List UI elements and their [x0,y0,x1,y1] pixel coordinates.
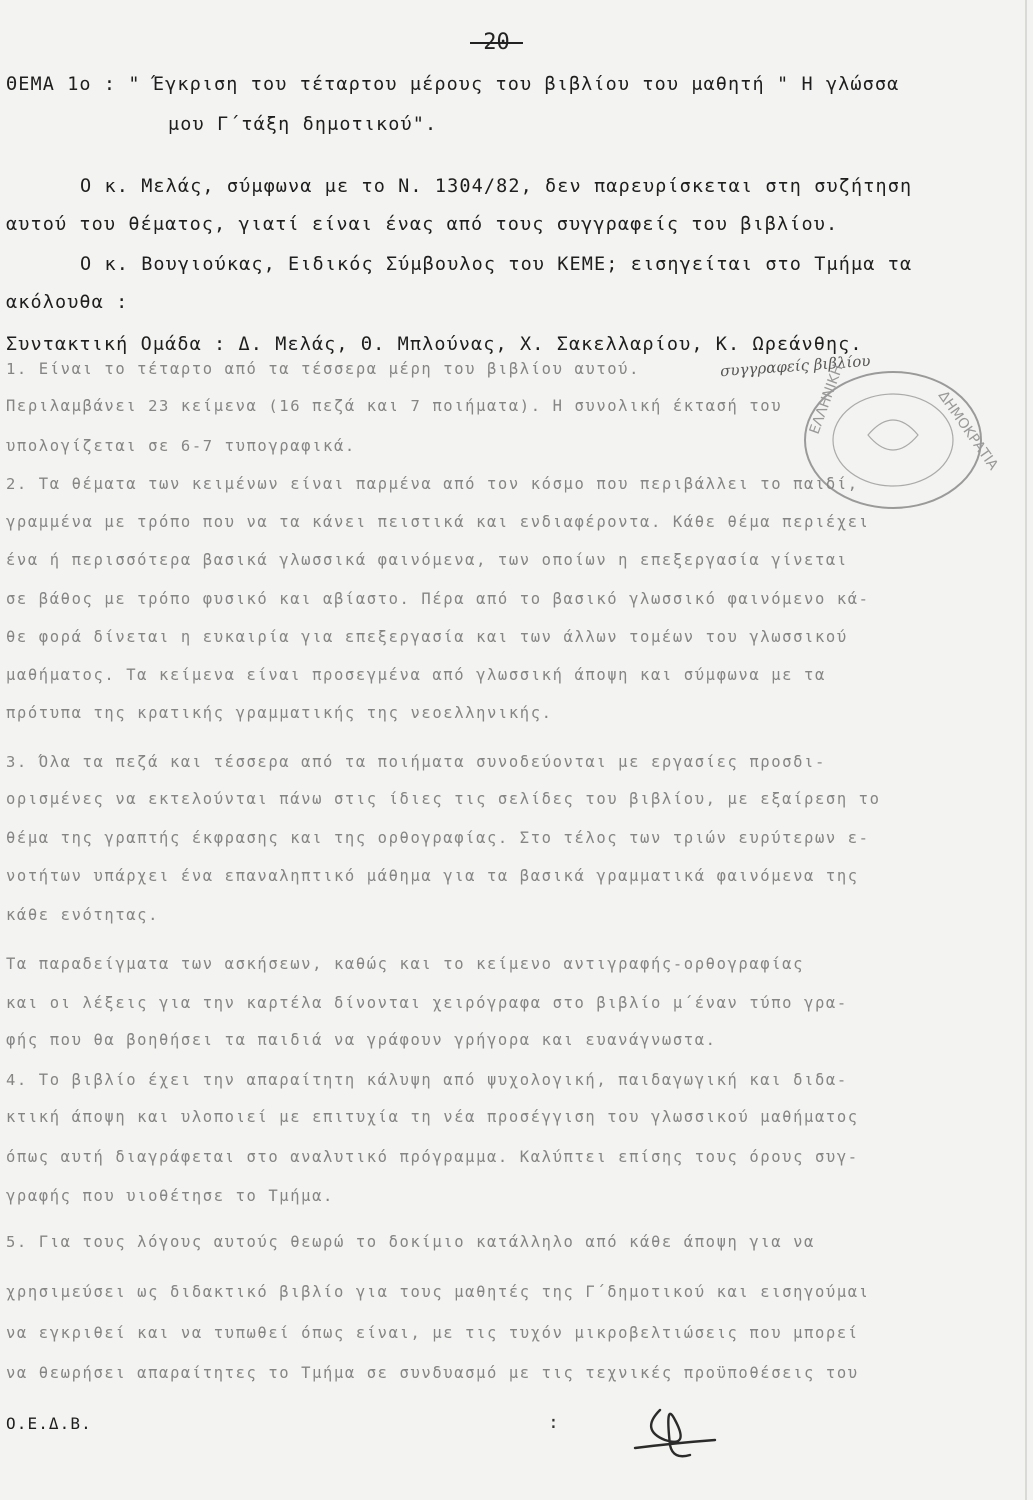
authoring-team-line: Συντακτική Ομάδα : Δ. Μελάς, Θ. Μπλούνας, Χ. Σακελλαρίου, Κ. Ωρεάνθης. [6,334,863,355]
body-line: πρότυπα της κρατικής γραμματικής της νεοελληνικής. [6,704,553,722]
body-line: 2. Τα θέματα των κειμένων είναι παρμένα από τον κόσμο που περιβάλλει το παιδί, [6,475,859,493]
body-line: σε βάθος με τρόπο φυσικό και αβίαστο. Πέρα από το βασικό γλωσσικό φαινόμενο κά- [6,590,870,608]
body-line: ορισμένες να εκτελούνται πάνω στις ίδιες τις σελίδες του βιβλίου, με εξαίρεση το [6,790,881,808]
body-line: γραφής που υιοθέτησε το Τμήμα. [6,1187,334,1205]
footer-colon: : [548,1412,559,1433]
body-line: να θεωρήσει απαραίτητες το Τμήμα σε συνδυασμό με τις τεχνικές προϋποθέσεις του [6,1364,859,1382]
topic-heading-line-2: μου Γ΄τάξη δημοτικού". [168,114,438,135]
topic-heading-line-1: ΘΕΜΑ 1ο : " Έγκριση του τέταρτου μέρους του βιβλίου του μαθητή " Η γλώσσα [6,74,900,95]
body-line: ένα ή περισσότερα βασικά γλωσσικά φαινόμενα, των οποίων η επεξεργασία γίνεται [6,551,848,569]
body-line: 4. Το βιβλίο έχει την απαραίτητη κάλυψη από ψυχολογική, παιδαγωγική και διδα- [6,1071,848,1089]
body-line: θε φορά δίνεται η ευκαιρία για επεξεργασία και των άλλων τομέων του γλωσσικού [6,628,848,646]
handwritten-signature [630,1400,720,1460]
footer-code: Ο.Ε.Δ.Β. [6,1414,92,1433]
body-line: να εγκριθεί και να τυπωθεί όπως είναι, με τις τυχόν μικροβελτιώσεις που μπορεί [6,1324,859,1342]
body-line: νοτήτων υπάρχει ένα επαναληπτικό μάθημα για τα βασικά γραμματικά φαινόμενα της [6,867,859,885]
body-line: θέμα της γραπτής έκφρασης και της ορθογραφίας. Στο τέλος των τριών ευρύτερων ε- [6,829,870,847]
body-line: όπως αυτή διαγράφεται στο αναλυτικό πρόγραμμα. Καλύπτει επίσης τους όρους συγ- [6,1148,859,1166]
body-line: υπολογίζεται σε 6-7 τυπογραφικά. [6,437,356,455]
body-line: 3. Όλα τα πεζά και τέσσερα από τα ποιήματα συνοδεύονται με εργασίες προσδι- [6,753,826,771]
body-line: Περιλαμβάνει 23 κείμενα (16 πεζά και 7 ποιήματα). Η συνολική έκτασή του [6,397,783,415]
intro-paragraph-1-line-1: Ο κ. Μελάς, σύμφωνα με το Ν. 1304/82, δεν παρευρίσκεται στη συζήτηση [80,176,913,197]
body-line: χρησιμεύσει ως διδακτικό βιβλίο για τους μαθητές της Γ΄δημοτικού και εισηγούμαι [6,1283,870,1301]
body-line: γραμμένα με τρόπο που να τα κάνει πειστικά και ενδιαφέροντα. Κάθε θέμα περιέχει [6,513,870,531]
intro-paragraph-1-line-2: αυτού του θέματος, γιατί είναι ένας από τους συγγραφείς του βιβλίου. [6,214,839,235]
body-line: Τα παραδείγματα των ασκήσεων, καθώς και το κείμενο αντιγραφής-ορθογραφίας [6,955,805,973]
body-line: κτική άποψη και υλοποιεί με επιτυχία τη νέα προσέγγιση του γλωσσικού μαθήματος [6,1108,859,1126]
svg-text:ΔΗΜΟΚΡΑΤΙΑ: ΔΗΜΟΚΡΑΤΙΑ [934,388,1001,474]
body-line: και οι λέξεις για την καρτέλα δίνονται χειρόγραφα στο βιβλίο μ΄έναν τύπο γρα- [6,994,848,1012]
intro-paragraph-2-line-2: ακόλουθα : [6,292,129,313]
svg-text:ΕΛΛΗΝΙΚΗ: ΕΛΛΗΝΙΚΗ [806,362,847,437]
body-line: μαθήματος. Τα κείμενα είναι προσεγμένα από γλωσσική άποψη και σύμφωνα με τα [6,666,826,684]
body-line: 1. Είναι το τέταρτο από τα τέσσερα μέρη του βιβλίου αυτού. [6,360,641,378]
handwritten-note: συγγραφείς βιβλίου [719,351,872,381]
body-line: 5. Για τους λόγους αυτούς θεωρώ το δοκίμιο κατάλληλο από κάθε άποψη για να [6,1233,815,1251]
page-edge [1025,0,1027,1500]
body-line: κάθε ενότητας. [6,906,160,924]
body-line: φής που θα βοηθήσει τα παιδιά να γράφουν γρήγορα και ευανάγνωστα. [6,1031,717,1049]
intro-paragraph-2-line-1: Ο κ. Βουγιούκας, Ειδικός Σύμβουλος του ΚΕΜΕ; εισηγείται στο Τμήμα τα [80,254,913,275]
page-number: -20- [470,30,523,55]
